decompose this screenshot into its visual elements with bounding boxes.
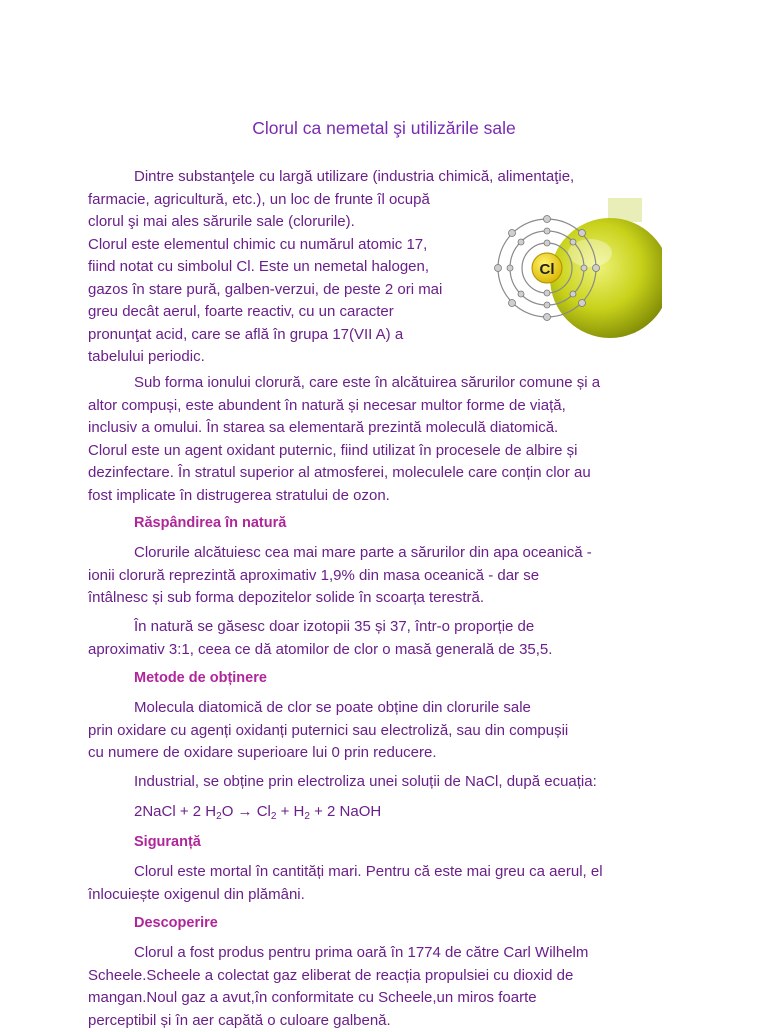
heading-descoperire: Descoperire xyxy=(134,915,218,931)
text-line: aproximativ 3:1, ceea ce dă atomilor de clor o masă generală de 35,5. xyxy=(88,639,668,662)
text-line: Clorul a fost produs pentru prima oară în 1774 de către Carl Wilhelm xyxy=(88,942,668,965)
equation-part: + H xyxy=(276,803,304,820)
text-line: greu decât aerul, foarte reactiv, cu un caracter xyxy=(88,301,668,324)
text-line: Molecula diatomică de clor se poate obține din clorurile sale xyxy=(88,697,668,720)
text-line: inclusiv a omului. În starea sa elementară prezintă moleculă diatomică. xyxy=(88,417,668,440)
text-line: gazos în stare pură, galben-verzui, de peste 2 ori mai xyxy=(88,279,668,302)
text-line: pronunţat acid, care se află în grupa 17(VII A) a xyxy=(88,324,668,347)
text-line: farmacie, agricultură, etc.), un loc de frunte îl ocupă xyxy=(88,189,668,212)
text-line: cu numere de oxidare superioare lui 0 prin reducere. xyxy=(88,742,668,765)
text-line: tabelului periodic. xyxy=(88,346,668,369)
text-line: Clorurile alcătuiesc cea mai mare parte a sărurilor din apa oceanică - xyxy=(88,542,668,565)
text-line: Scheele.Scheele a colectat gaz eliberat de reacția propulsiei cu dioxid de xyxy=(88,965,668,988)
equation-subscript: 2 xyxy=(271,811,277,822)
text-line: prin oxidare cu agenți oxidanți puternici sau electroliză, sau din compușii xyxy=(88,720,668,743)
equation-part: + 2 NaOH xyxy=(310,803,381,820)
text-line: Clorul este elementul chimic cu numărul atomic 17, xyxy=(88,234,668,257)
text-line: Dintre substanţele cu largă utilizare (industria chimică, alimentaţie, xyxy=(88,166,668,189)
text-line: mangan.Noul gaz a avut,în conformitate cu Scheele,un miros foarte xyxy=(88,987,668,1010)
paragraph-chlorine-ion xyxy=(88,372,668,507)
text-line: fost implicate în distrugerea stratului de ozon. xyxy=(88,485,668,508)
text-line: clorul şi mai ales sărurile sale (clorurile). xyxy=(88,211,668,234)
text-line: dezinfectare. În stratul superior al atmosferei, moleculele care conțin clor au xyxy=(88,462,668,485)
text-line: perceptibil și în aer capătă o culoare galbenă. xyxy=(88,1010,668,1032)
paragraph-metode xyxy=(88,697,668,765)
heading-raspandire: Răspândirea în natură xyxy=(134,515,286,531)
text-line: Sub forma ionului clorură, care este în alcătuirea sărurilor comune și a xyxy=(88,372,668,395)
paragraph-natura xyxy=(88,542,668,610)
text-line: Clorul este un agent oxidant puternic, fiind utilizat în procesele de albire și xyxy=(88,440,668,463)
equation-part: 2NaCl + 2 H xyxy=(134,803,216,820)
paragraph-siguranta xyxy=(88,861,668,906)
text-line: înlocuiește oxigenul din plămâni. xyxy=(88,884,668,907)
page-title: Clorul ca nemetal şi utilizările sale xyxy=(0,118,768,139)
text-line: întâlnesc și sub forma depozitelor solide în scoarța terestră. xyxy=(88,587,668,610)
paragraph-industrial xyxy=(88,771,668,794)
chlorine-atom-flask-image xyxy=(490,198,662,358)
heading-metode: Metode de obținere xyxy=(134,670,267,686)
text-line: ionii clorură reprezintă aproximativ 1,9% din masa oceanică - dar se xyxy=(88,565,668,588)
text-line: fiind notat cu simbolul Cl. Este un nemetal halogen, xyxy=(88,256,668,279)
heading-siguranta: Siguranță xyxy=(134,834,201,850)
atom-symbol: Cl xyxy=(540,261,555,278)
text-line: Industrial, se obține prin electroliza unei soluții de NaCl, după ecuația: xyxy=(88,771,668,794)
text-line: În natură se găsesc doar izotopii 35 și 37, într-o proporție de xyxy=(88,616,668,639)
chemical-equation xyxy=(88,801,668,824)
equation-part: O → Cl xyxy=(222,803,271,820)
paragraph-izotopi xyxy=(88,616,668,661)
paragraph-descoperire xyxy=(88,942,668,1032)
equation-subscript: 2 xyxy=(216,811,222,822)
text-line: Clorul este mortal în cantități mari. Pentru că este mai greu ca aerul, el xyxy=(88,861,668,884)
equation-subscript: 2 xyxy=(304,811,310,822)
text-line: altor compuși, este abundent în natură și necesar multor forme de viață, xyxy=(88,395,668,418)
